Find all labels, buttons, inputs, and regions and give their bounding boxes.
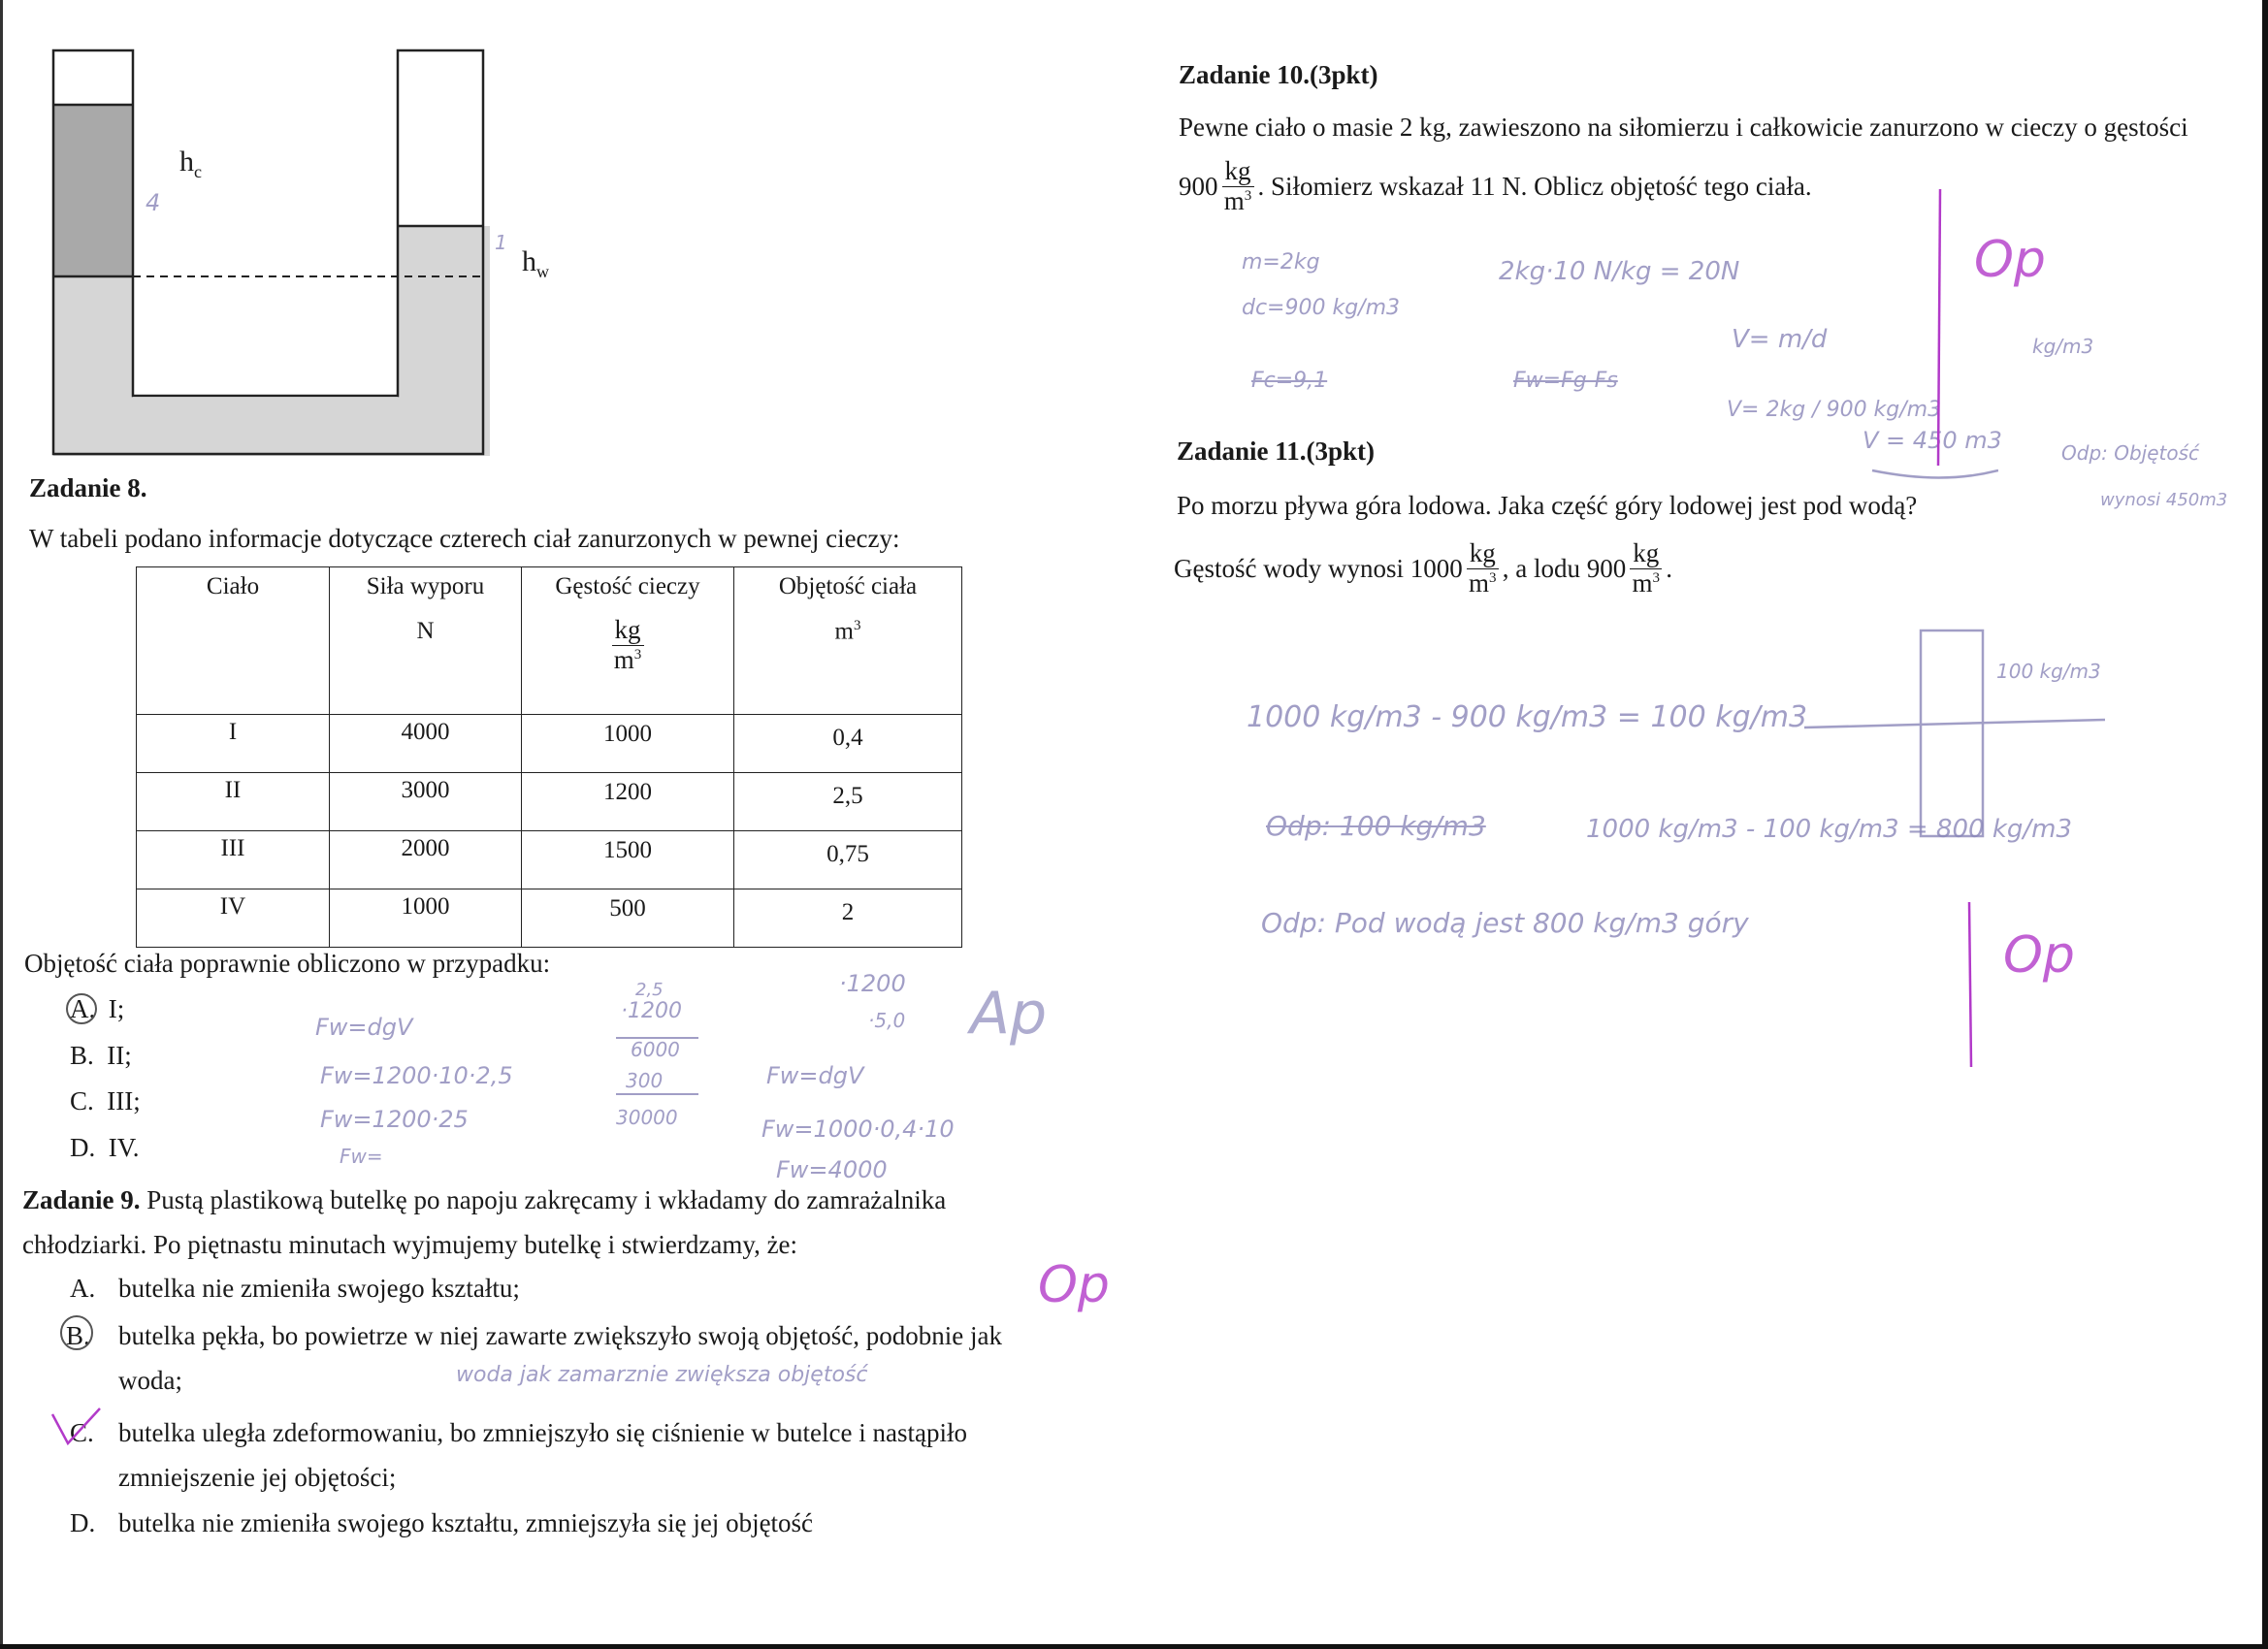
zadanie9-option-c: C. bbox=[70, 1418, 94, 1447]
left-bottom-fill bbox=[53, 276, 133, 412]
zadanie9-option-c-text2: zmniejszenie jej objętości; bbox=[118, 1463, 397, 1492]
table-row bbox=[137, 889, 962, 948]
left-tube-fill-oil bbox=[53, 105, 133, 276]
table-row bbox=[137, 715, 962, 773]
hand-note: V= 2kg / 900 kg/m3 bbox=[1727, 398, 1942, 422]
cell-density: 1000 bbox=[522, 715, 734, 773]
zadanie8-intro: W tabeli podano informacje dotyczące czterech ciał zanurzonych w pewnej cieczy: bbox=[29, 524, 900, 553]
zadanie9-option-a: A. bbox=[70, 1274, 96, 1303]
hand-note: V = 450 m3 bbox=[1863, 427, 2002, 454]
cell-volume: 0,75 bbox=[734, 831, 962, 889]
hand-note: ·5,0 bbox=[868, 1009, 906, 1032]
cell-density: 500 bbox=[522, 889, 734, 948]
cell-body: IV bbox=[137, 889, 330, 948]
hand-note: V= m/d bbox=[1732, 325, 1828, 354]
zadanie9-option-a-text: butelka nie zmieniła swojego kształtu; bbox=[118, 1274, 520, 1303]
unit-fraction: $\frac{kg}{m^3}$ bbox=[1630, 539, 1662, 598]
page-right-edge bbox=[2262, 0, 2268, 1649]
zadanie11-title: Zadanie 11.(3pkt) bbox=[1177, 436, 1376, 466]
zadanie8-question: Objętość ciała poprawnie obliczono w przypadku: bbox=[24, 949, 551, 978]
cell-density: 1200 bbox=[522, 773, 734, 831]
cell-volume: 2,5 bbox=[734, 773, 962, 831]
table-row bbox=[137, 831, 962, 889]
hand-note: 1000 kg/m3 - 100 kg/m3 = 800 kg/m3 bbox=[1586, 815, 2073, 844]
cell-volume: 0,4 bbox=[734, 715, 962, 773]
page-bottom-edge bbox=[0, 1644, 2268, 1649]
hand-note: Odp: Pod wodą jest 800 kg/m3 góry bbox=[1261, 907, 1749, 939]
hand-note: kg/m3 bbox=[2032, 335, 2094, 358]
circle-mark-b bbox=[56, 1311, 97, 1354]
hand-note: Fw= bbox=[340, 1145, 383, 1168]
hand-grade: Op bbox=[1038, 1256, 1110, 1314]
hand-note: Odp: Objętość bbox=[2061, 441, 2200, 465]
hand-drawn-lines-z10 bbox=[1843, 175, 1998, 485]
unit-fraction: $\frac{kg}{m^3}$ bbox=[1222, 157, 1254, 215]
hand-note: Fw=1000·0,4·10 bbox=[761, 1116, 955, 1143]
zadanie9-option-c-text: butelka uległa zdeformowaniu, bo zmniejszyło się ciśnienie w butelce i nastąpiło bbox=[118, 1418, 967, 1447]
hand-note: wynosi 450m3 bbox=[2100, 490, 2228, 510]
zadanie8-option-d: D. IV. bbox=[70, 1133, 140, 1162]
unit-fraction: $\frac{kg}{m^3}$ bbox=[1467, 539, 1499, 598]
zadanie9-option-b-text2: woda; bbox=[118, 1366, 182, 1395]
zadanie9-line1: Zadanie 9. Pustą plastikową butelkę po napoju zakręcamy i wkładamy do zamrażalnika bbox=[22, 1185, 947, 1214]
check-mark-c bbox=[47, 1405, 105, 1453]
hand-division-lines bbox=[611, 1028, 708, 1106]
hand-line-z11 bbox=[1960, 897, 1979, 1072]
hand-note: 2kg·10 N/kg = 20N bbox=[1499, 257, 1740, 286]
zadanie11-line2: Gęstość wody wynosi 1000 $\frac{kg}{m^3}$ , a lodu 900 $\frac{kg}{m^3}$ . bbox=[1174, 538, 1672, 598]
hand-note: m=2kg bbox=[1242, 250, 1320, 275]
hand-note: Odp: 100 kg/m3 bbox=[1266, 810, 1486, 842]
header-sila: Siła wyporu N bbox=[330, 567, 522, 715]
hand-note: dc=900 kg/m3 bbox=[1242, 296, 1401, 320]
hand-note: 300 bbox=[626, 1069, 664, 1092]
cell-force: 3000 bbox=[330, 773, 522, 831]
cell-density: 1500 bbox=[522, 831, 734, 889]
pencil-note-left: 4 bbox=[146, 189, 161, 216]
zadanie10-line2: 900 $\frac{kg}{m^3}$ . Siłomierz wskazał 11 N. Oblicz objętość tego ciała. bbox=[1179, 156, 1812, 215]
hand-note: 30000 bbox=[616, 1106, 678, 1129]
hand-note: Fw=4000 bbox=[776, 1156, 888, 1183]
zadanie8-option-c: C. III; bbox=[70, 1086, 141, 1116]
zadanie8-option-a: A. I; bbox=[70, 994, 125, 1023]
cell-body: II bbox=[137, 773, 330, 831]
zadanie9-line2: chłodziarki. Po piętnastu minutach wyjmujemy butelkę i stwierdzamy, że: bbox=[22, 1230, 798, 1259]
cell-force: 1000 bbox=[330, 889, 522, 948]
page-left-edge bbox=[0, 0, 3, 1649]
table-header-row bbox=[137, 567, 962, 715]
hand-note: Fw=dgV bbox=[315, 1014, 413, 1041]
hand-grade: Op bbox=[2003, 926, 2075, 985]
cell-force: 2000 bbox=[330, 831, 522, 889]
hand-grade: Op bbox=[1974, 231, 2046, 289]
hand-note: Fw=1200·10·2,5 bbox=[320, 1062, 513, 1089]
zadanie10-title: Zadanie 10.(3pkt) bbox=[1179, 60, 1378, 89]
zadanie9-option-d-text: butelka nie zmieniła swojego kształtu, zmniejszyła się jej objętość bbox=[118, 1508, 814, 1537]
cell-body: III bbox=[137, 831, 330, 889]
zadanie9-option-b-text: butelka pękła, bo powietrze w niej zawarte zwiększyło swoją objętość, podobnie jak bbox=[118, 1321, 1002, 1350]
hand-note: 2,5 bbox=[635, 980, 664, 1000]
zadanie8-title: Zadanie 8. bbox=[29, 473, 147, 502]
hand-note: woda jak zamarznie zwiększa objętość bbox=[456, 1363, 868, 1387]
hand-note: 100 kg/m3 bbox=[1996, 660, 2101, 683]
header-objetosc: Objętość ciała $m^3$ bbox=[734, 567, 962, 715]
table-row bbox=[137, 773, 962, 831]
hand-note: Fw=1200·25 bbox=[320, 1106, 469, 1133]
hand-note: Fw=dgV bbox=[766, 1062, 864, 1089]
zadanie8-table bbox=[136, 566, 962, 948]
hand-note: 1000 kg/m3 - 900 kg/m3 = 100 kg/m3 bbox=[1247, 700, 1808, 734]
header-cialo: Ciało bbox=[137, 567, 330, 715]
zadanie8-option-b: B. II; bbox=[70, 1041, 132, 1070]
zadanie9-option-b: B. bbox=[66, 1321, 90, 1350]
hand-iceberg-sketch bbox=[1795, 621, 2115, 844]
zadanie9-option-d: D. bbox=[70, 1508, 96, 1537]
hand-grade: Ap bbox=[970, 980, 1048, 1048]
cell-force: 4000 bbox=[330, 715, 522, 773]
circle-mark-a bbox=[62, 989, 101, 1028]
label-hc: $h_c$ bbox=[179, 146, 202, 181]
hand-note: Fc=9,1 bbox=[1251, 369, 1328, 393]
cell-body: I bbox=[137, 715, 330, 773]
right-tube-fill-water bbox=[398, 226, 490, 410]
hand-note: Fw=Fg-Fs bbox=[1513, 369, 1618, 393]
cell-volume: 2 bbox=[734, 889, 962, 948]
zadanie10-line1: Pewne ciało o masie 2 kg, zawieszono na siłomierzu i całkowicie zanurzono w cieczy o gęstości bbox=[1179, 113, 2188, 142]
zadanie11-line1: Po morzu pływa góra lodowa. Jaka część góry lodowej jest pod wodą? bbox=[1177, 491, 1918, 520]
hand-note: ·1200 bbox=[839, 970, 906, 997]
header-gestosc: Gęstość cieczy $\frac{kg}{m^3}$ bbox=[522, 567, 734, 715]
hand-note: ·1200 bbox=[621, 999, 682, 1023]
hand-note: 6000 bbox=[631, 1038, 680, 1061]
label-hw: $h_w$ bbox=[522, 245, 549, 281]
pencil-note-right: 1 bbox=[495, 231, 507, 254]
